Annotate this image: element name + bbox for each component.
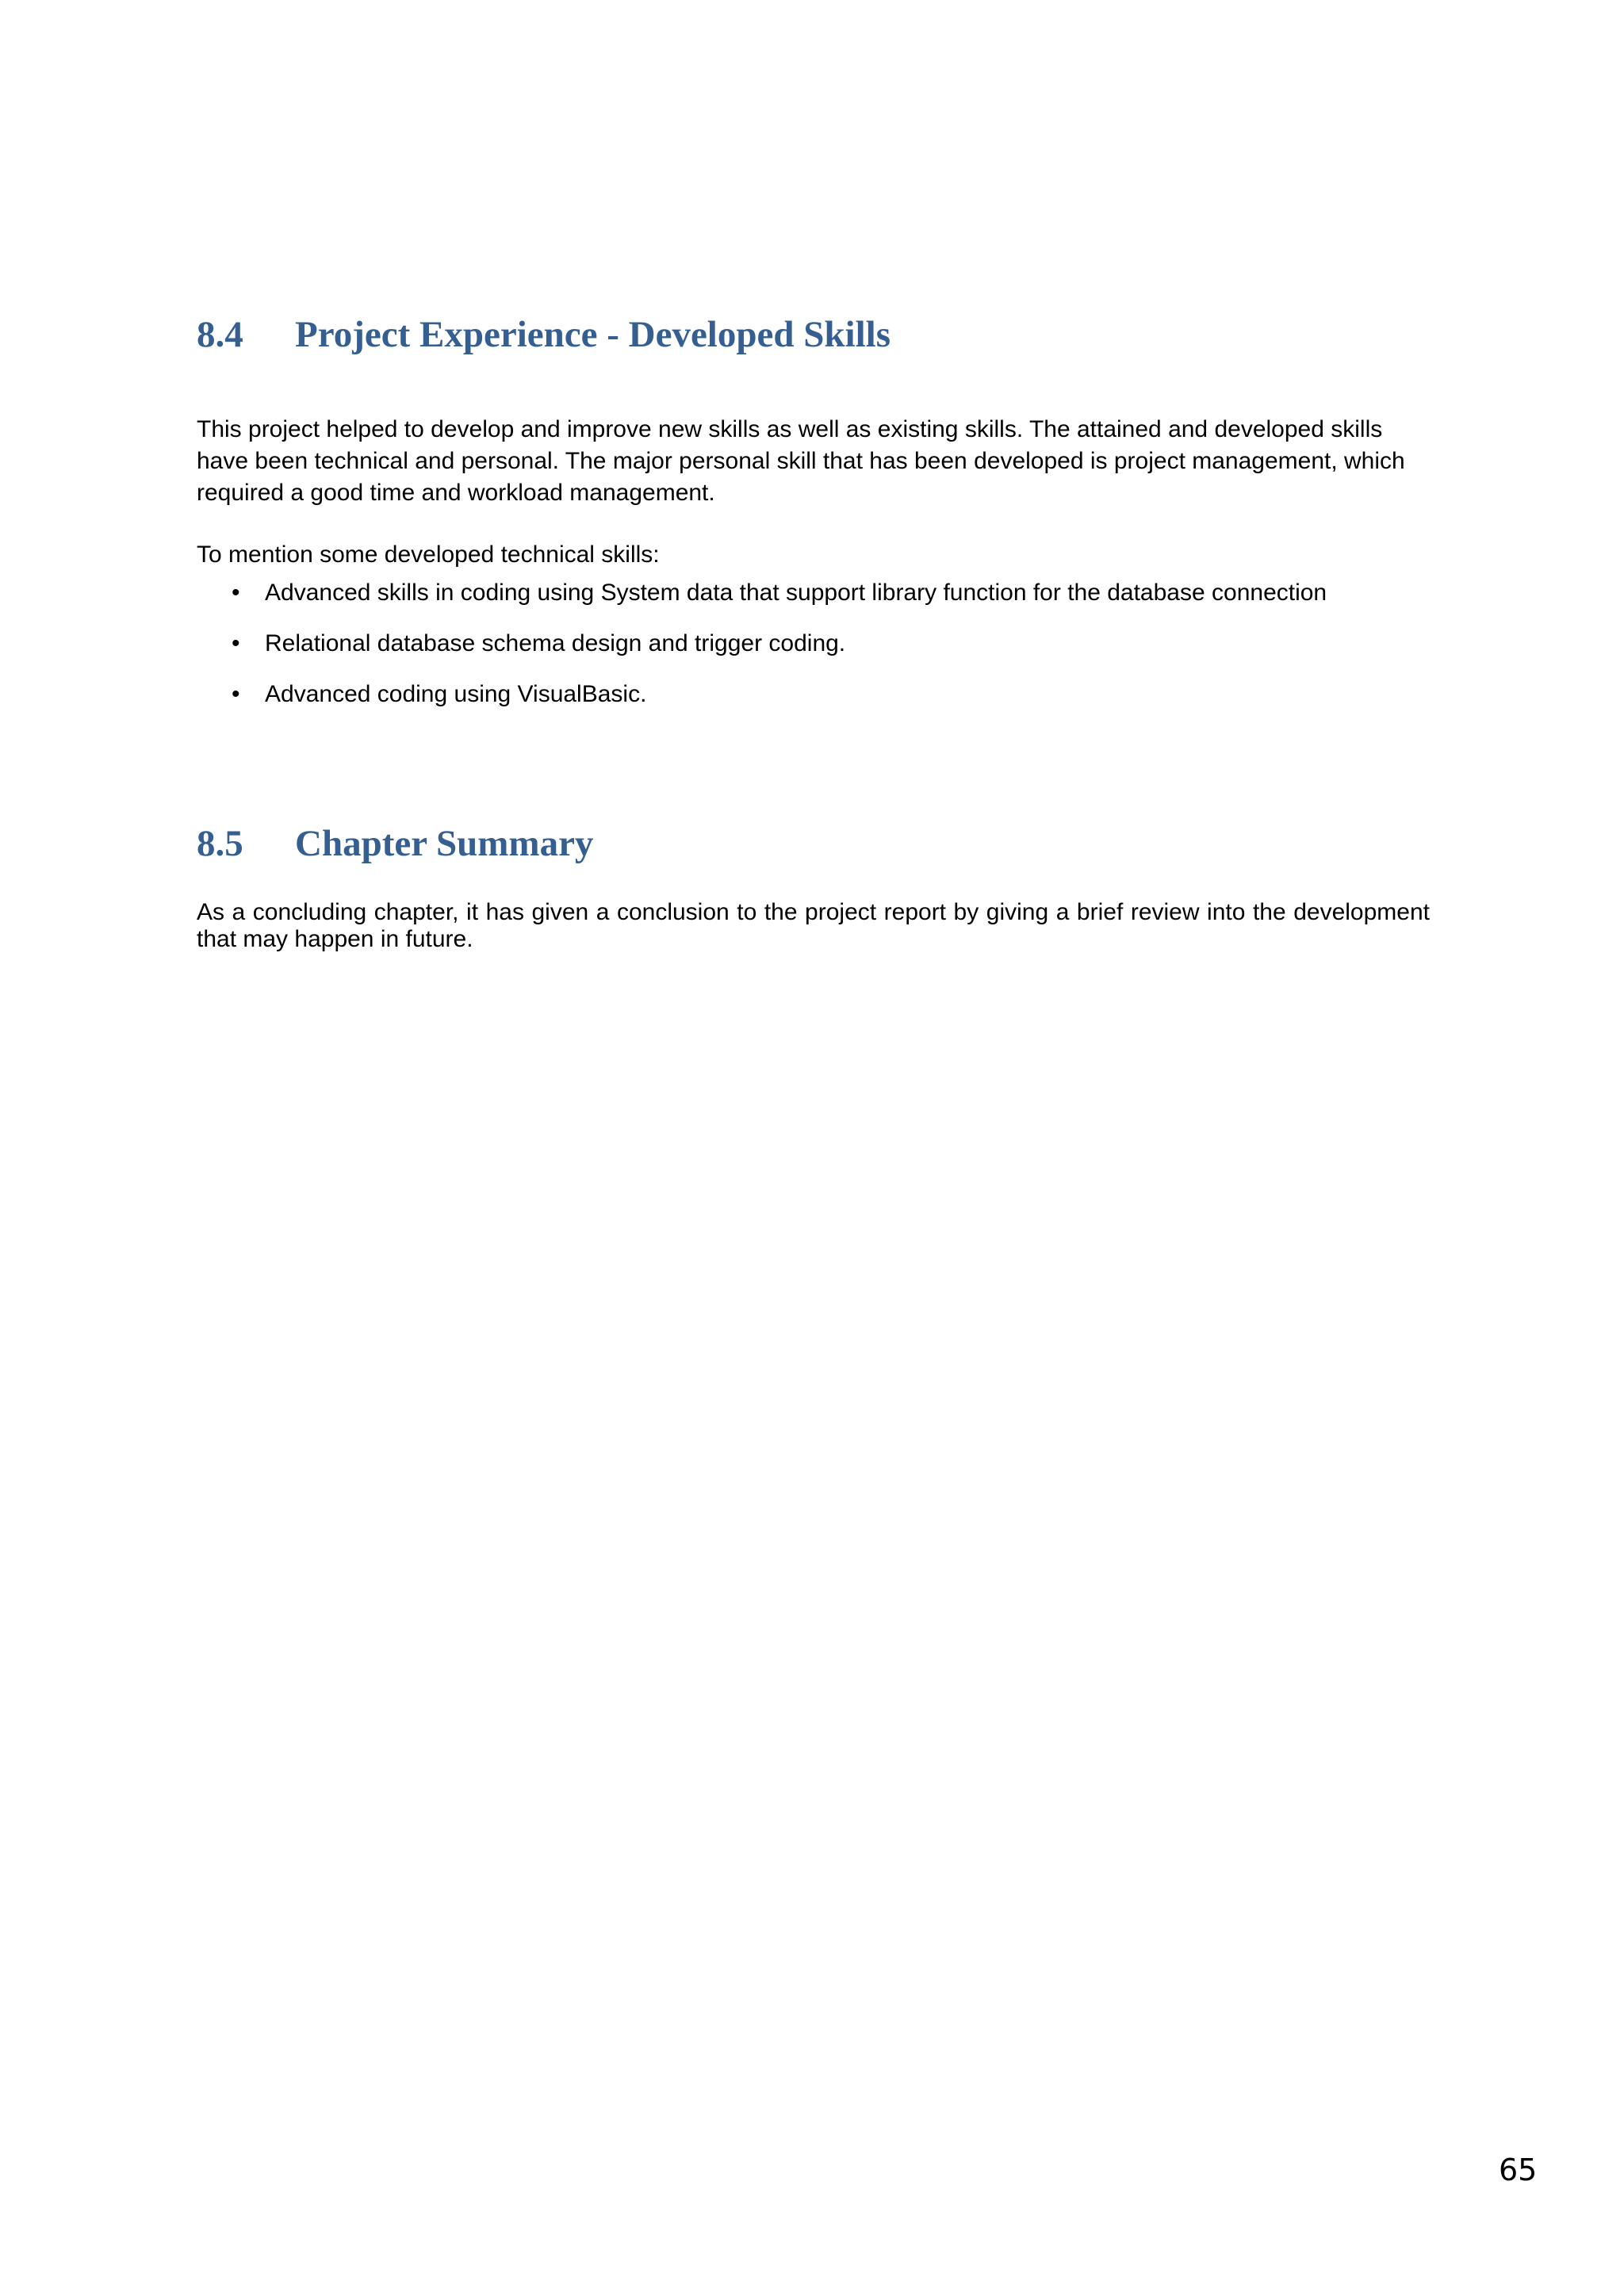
section-8-5-paragraph: As a concluding chapter, it has given a conclusion to the project report by giving a brief review into the development that may happen in future. (197, 899, 1430, 952)
list-item (197, 628, 1465, 679)
section-title: Project Experience - Developed Skills (295, 314, 891, 355)
section-number: 8.5 (197, 823, 243, 864)
bullet-icon: • (232, 681, 240, 707)
bullet-icon: • (232, 580, 240, 606)
list-item-text: Relational database schema design and trigger coding. (265, 630, 846, 656)
section-number: 8.4 (197, 314, 243, 355)
section-8-4-paragraph-intro: This project helped to develop and improve new skills as well as existing skills. The attained and developed skills have been technical and personal. The major personal skill that has been developed is project management, which required a good time and workload management. (197, 416, 1405, 506)
section-8-4-paragraph-list-intro: To mention some developed technical skills: (197, 541, 660, 568)
technical-skills-list (197, 577, 1465, 729)
section-title: Chapter Summary (295, 823, 594, 864)
page-number: 65 (1499, 2152, 1538, 2187)
section-heading-8-4 (197, 311, 891, 358)
list-item-text: Advanced skills in coding using System data that support library function for the database connection (265, 580, 1327, 606)
section-heading-8-5 (197, 820, 593, 867)
list-item-text: Advanced coding using VisualBasic. (265, 681, 647, 707)
bullet-icon: • (232, 630, 240, 656)
list-item (197, 679, 1465, 729)
list-item (197, 577, 1465, 628)
